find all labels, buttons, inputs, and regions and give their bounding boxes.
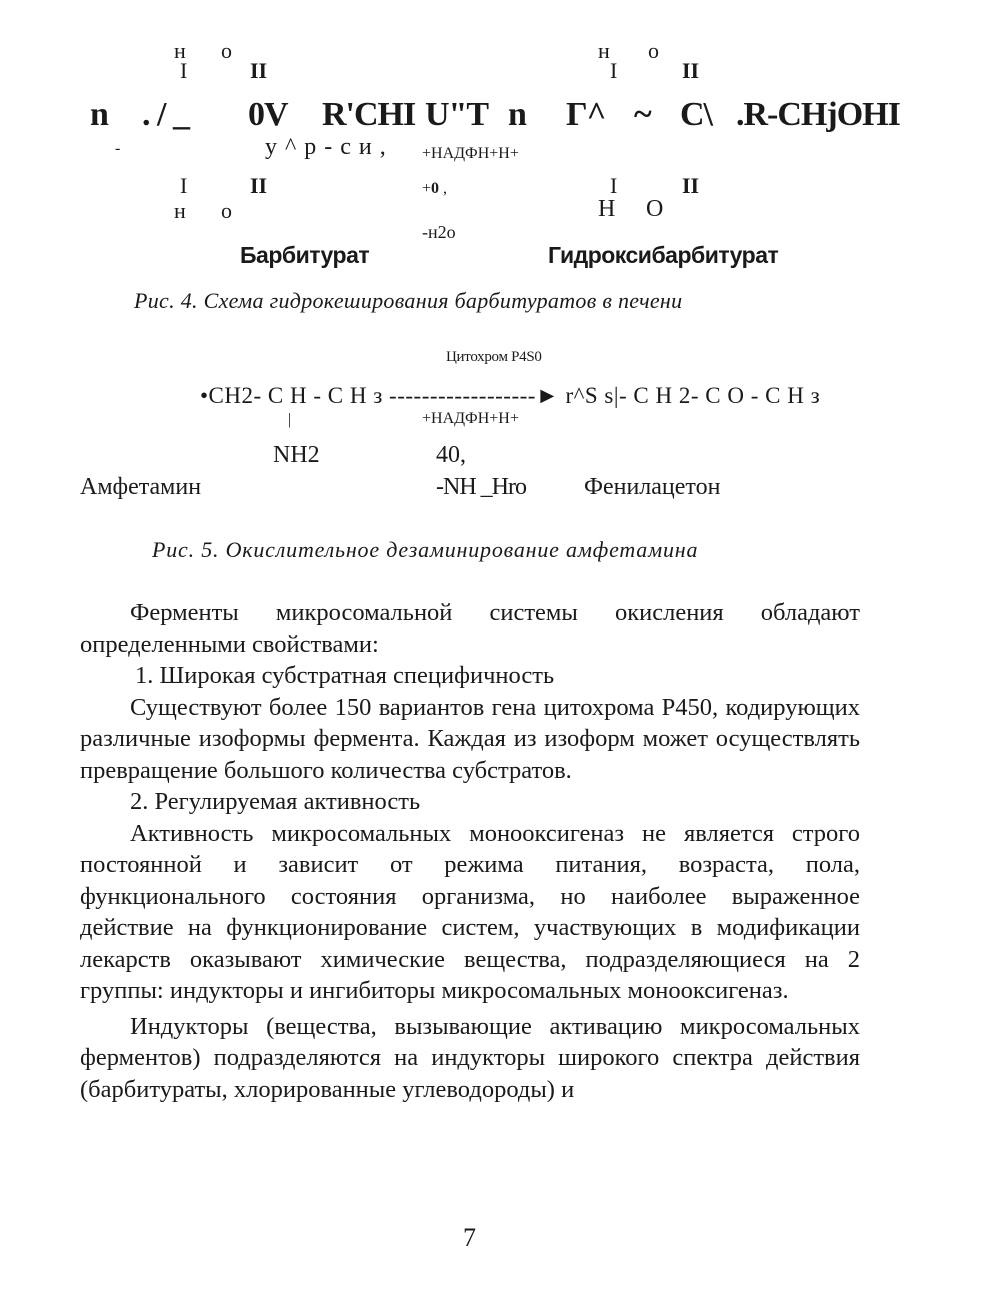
- fig4-row-n2: n: [508, 96, 526, 133]
- fig4-top-right-o: о: [648, 38, 659, 63]
- fig4-top-right-bar2: II: [682, 58, 700, 83]
- paragraph-2: Существуют более 150 вариантов гена цитохрома Р450, кодирующих различные изоформы фермента. Каждая из изоформ может осуществлять превращение большого количества субстратов.: [80, 693, 860, 784]
- fig4-top-left-h: н: [174, 38, 186, 63]
- fig4-top-left-o: о: [221, 38, 232, 63]
- fig4-row-gamma: Г^: [566, 96, 606, 133]
- fig4-top-left-bar2: II: [250, 58, 268, 83]
- fig4-row-dot: . / _: [142, 96, 189, 133]
- list-item-1: 1. Широкая субстратная специфичность: [135, 662, 555, 689]
- fig4-top-right-h: н: [598, 38, 610, 63]
- fig5-label-phenylacetone: Фенилацетон: [584, 474, 721, 500]
- fig5-reagent2: 40,: [436, 442, 466, 468]
- fig4-small-dash: -: [115, 140, 121, 157]
- fig4-label-barbiturate: Барбитурат: [240, 242, 370, 268]
- fig4-row-0v: 0V: [248, 96, 288, 133]
- fig5-nh2: NH2: [273, 442, 320, 468]
- fig4-reagent1: +НАДФН+Н+: [422, 145, 519, 162]
- fig5-enzyme: Цитохром P4S0: [446, 349, 542, 365]
- body-text: [80, 597, 860, 1105]
- fig4-bottom-left-bar2: II: [250, 173, 268, 198]
- fig4-top-left-bar1: I: [180, 58, 188, 83]
- fig4-row-rch: .R-CHjOHI: [736, 96, 900, 133]
- fig5-caption: Рис. 5. Окислительное дезаминирование амфетамина: [152, 537, 699, 562]
- fig4-bottom-left-bar1: I: [180, 173, 188, 198]
- fig4-caption: Рис. 4. Схема гидрокеширования барбитуратов в печени: [134, 288, 683, 313]
- fig4-label-hydroxybarbiturate: Гидроксибарбитурат: [548, 242, 779, 268]
- fig4-row-rchi: R'CHI: [322, 96, 416, 133]
- paragraph-4: Индукторы (вещества, вызывающие активацию микросомальных ферментов) подразделяются на индукторы широкого спектра действия (барбитураты, хлорированные углеводороды) и: [80, 1012, 860, 1103]
- fig5-reagent3: -NH _Hro: [436, 474, 526, 500]
- fig4-bottom-right-bar1: I: [610, 173, 618, 198]
- fig4-bottom-right-bar2: II: [682, 173, 700, 198]
- paragraph-3: Активность микросомальных монооксигеназ не является строго постоянной и зависит от режима питания, возраста, пола, функционального состояния организма, но наиболее выраженное действие на функционирование систем, участвующих в модификации лекарств оказывают химические вещества, подразделяющиеся на 2 группы: индукторы и ингибиторы микросомальных монооксигеназ.: [80, 819, 860, 1004]
- fig4-row-tilde: ~: [634, 96, 651, 133]
- fig4-row-ut: U"T: [425, 96, 489, 133]
- fig4-reagent3: -н2о: [422, 222, 456, 242]
- fig4-reagent2: +0 ,: [422, 180, 448, 197]
- fig4-row-n: n: [90, 96, 108, 133]
- fig5-equation: •СН2- С Н - С Н з ------------------► r^S s|- С Н 2- С О - С Н з: [200, 383, 821, 408]
- paragraph-1: Ферменты микросомальной системы окисления обладают определенными свойствами:: [80, 599, 860, 658]
- fig5-bar: |: [288, 411, 292, 428]
- fig4-bottom-left-o: о: [221, 198, 232, 223]
- fig4-bottom-right-h: Н: [598, 196, 616, 222]
- fig4-top-right-bar1: I: [610, 58, 618, 83]
- page-number: 7: [463, 1223, 476, 1252]
- fig4-sub-text: у ^ р - с и ,: [265, 134, 387, 160]
- fig5-reagent1: +НАДФН+Н+: [422, 410, 519, 427]
- fig4-bottom-left-h: н: [174, 198, 186, 223]
- list-item-2: 2. Регулируемая активность: [130, 788, 421, 815]
- fig4-bottom-right-o: О: [646, 196, 664, 222]
- fig5-label-amphetamine: Амфетамин: [80, 474, 202, 500]
- fig4-row-c: C\: [680, 96, 712, 133]
